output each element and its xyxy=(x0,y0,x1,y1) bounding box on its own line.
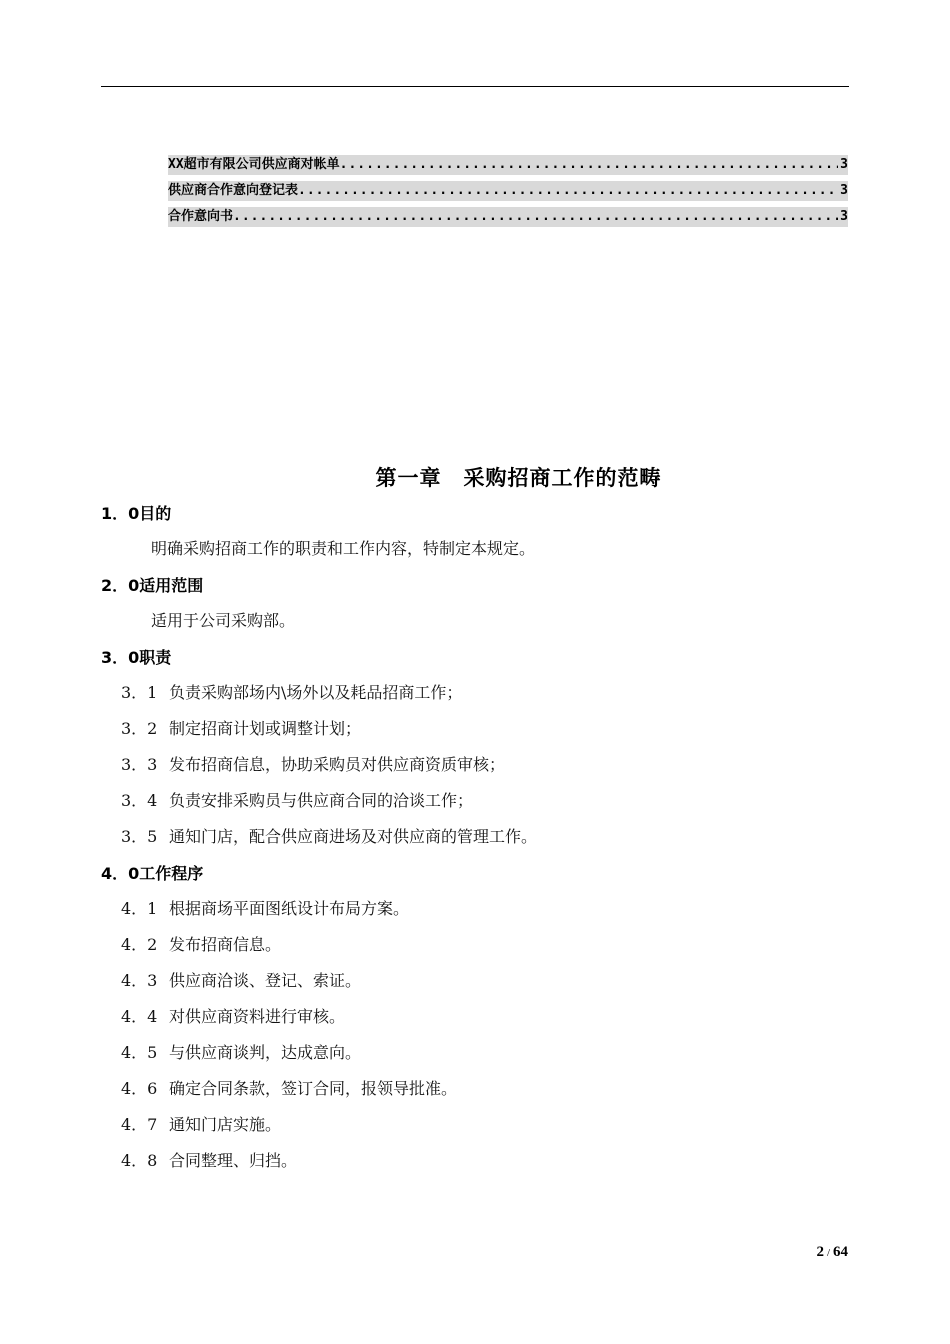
list-item-text: 根据商场平面图纸设计布局方案。 xyxy=(169,899,410,918)
toc-entry[interactable] xyxy=(168,155,848,175)
list-item-text: 通知门店实施。 xyxy=(169,1115,282,1134)
table-of-contents xyxy=(168,155,848,233)
list-item-number: 3．5 xyxy=(121,827,158,846)
list-item-number: 4．3 xyxy=(121,971,158,990)
list-item xyxy=(101,788,849,824)
total-pages: 64 xyxy=(833,1244,848,1260)
toc-leader-dots xyxy=(340,155,839,175)
list-item-text: 与供应商谈判，达成意向。 xyxy=(169,1043,362,1062)
list-item-text: 发布招商信息，协助采购员对供应商资质审核； xyxy=(169,755,506,774)
section-heading-scope: 2．0适用范围 xyxy=(101,576,204,595)
page-separator: / xyxy=(826,1247,830,1259)
list-item xyxy=(101,896,849,932)
toc-leader-dots xyxy=(233,207,838,227)
toc-entry-title: 合作意向书 xyxy=(168,209,234,224)
current-page: 2 xyxy=(816,1244,824,1260)
list-item xyxy=(101,968,849,1004)
section-heading-purpose: 1．0目的 xyxy=(101,504,172,523)
list-item xyxy=(101,1004,849,1040)
list-item-number: 4．1 xyxy=(121,899,158,918)
list-item-number: 4．8 xyxy=(121,1151,158,1170)
list-item-number: 4．2 xyxy=(121,935,158,954)
list-item-number: 4．6 xyxy=(121,1079,158,1098)
list-item-text: 合同整理、归挡。 xyxy=(169,1151,298,1170)
list-item-text: 确定合同条款，签订合同，报领导批准。 xyxy=(169,1079,458,1098)
list-item-number: 4．7 xyxy=(121,1115,158,1134)
list-item xyxy=(101,1148,849,1184)
toc-entry-title: XX超市有限公司供应商对帐单 xyxy=(168,157,340,172)
section-heading-responsibilities: 3．0职责 xyxy=(101,648,172,667)
list-item-text: 发布招商信息。 xyxy=(169,935,282,954)
list-item xyxy=(101,824,849,860)
list-item-text: 通知门店，配合供应商进场及对供应商的管理工作。 xyxy=(169,827,538,846)
document-body xyxy=(101,500,849,1184)
chapter-title xyxy=(0,462,950,492)
toc-entry-title: 供应商合作意向登记表 xyxy=(168,183,299,198)
toc-entry[interactable] xyxy=(168,181,848,201)
list-item-text: 供应商洽谈、登记、索证。 xyxy=(169,971,362,990)
toc-entry-page: 3 xyxy=(840,183,848,198)
list-item xyxy=(101,1040,849,1076)
list-item-text: 负责安排采购员与供应商合同的洽谈工作； xyxy=(169,791,474,810)
header-rule xyxy=(101,86,849,87)
list-item-number: 4．5 xyxy=(121,1043,158,1062)
section-text-purpose: 明确采购招商工作的职责和工作内容，特制定本规定。 xyxy=(151,539,536,558)
list-item xyxy=(101,716,849,752)
chapter-number: 第一章 xyxy=(375,466,442,490)
list-item-number: 4．4 xyxy=(121,1007,158,1026)
toc-leader-dots xyxy=(298,181,838,201)
page-number xyxy=(816,1244,848,1261)
toc-entry[interactable] xyxy=(168,207,848,227)
list-item-text: 对供应商资料进行审核。 xyxy=(169,1007,346,1026)
section-text-scope: 适用于公司采购部。 xyxy=(151,611,296,630)
list-item xyxy=(101,680,849,716)
list-item-text: 负责采购部场内\场外以及耗品招商工作； xyxy=(169,683,463,702)
list-item-number: 3．1 xyxy=(121,683,158,702)
toc-entry-page: 3 xyxy=(840,157,848,172)
list-item-text: 制定招商计划或调整计划； xyxy=(169,719,362,738)
chapter-name: 采购招商工作的范畴 xyxy=(463,466,662,490)
list-item xyxy=(101,752,849,788)
toc-entry-page: 3 xyxy=(840,209,848,224)
list-item xyxy=(101,1112,849,1148)
list-item xyxy=(101,932,849,968)
list-item-number: 3．3 xyxy=(121,755,158,774)
list-item-number: 3．4 xyxy=(121,791,158,810)
section-heading-procedure: 4．0工作程序 xyxy=(101,864,204,883)
list-item-number: 3．2 xyxy=(121,719,158,738)
list-item xyxy=(101,1076,849,1112)
